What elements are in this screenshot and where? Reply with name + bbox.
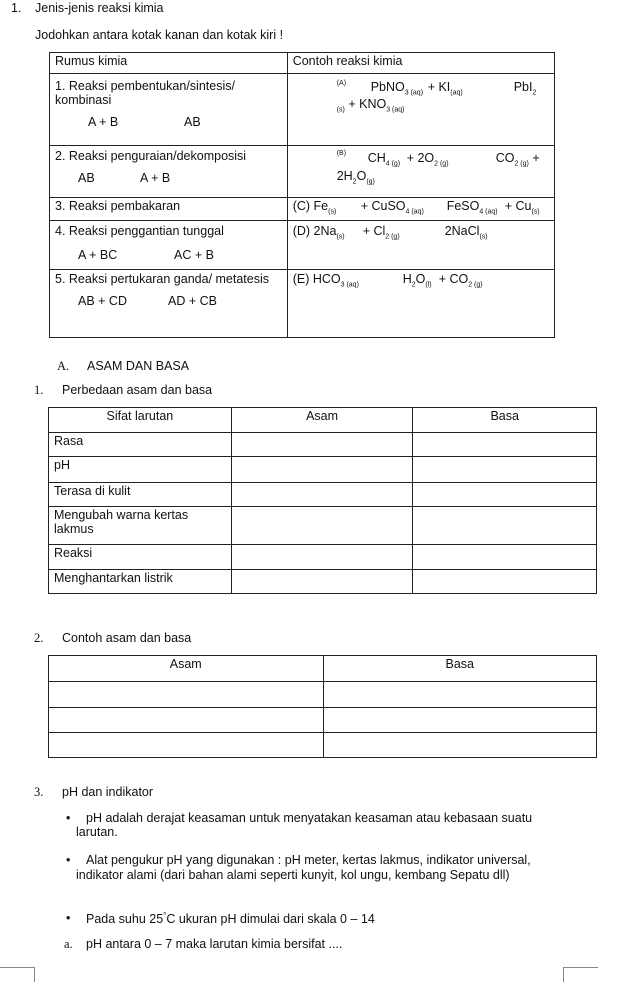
header-basa: Basa — [323, 656, 597, 682]
rule-formula-product: A + B — [140, 171, 171, 185]
rule-title: 1. Reaksi pembentukan/sintesis/ kombinasi — [55, 79, 235, 107]
example-term: (C) $Fe_{(s)}$ — [292, 199, 337, 216]
example-term: $_{(s)} + KNO_{3 (aq)}$ — [336, 97, 405, 114]
rule-formula-product: AC + B — [174, 248, 214, 262]
bullet-text: Pada suhu 25°C ukuran pH dimulai dari skala 0 – 14 — [86, 911, 375, 927]
example-term: (E) $HCO_{3 (aq)}$ — [292, 272, 359, 289]
q2-title: Contoh asam dan basa — [62, 631, 192, 645]
answer-cell[interactable] — [231, 457, 413, 483]
acid-base-properties-table — [48, 407, 597, 594]
property-label: Menghantarkan listrik — [49, 570, 232, 594]
example-term: $CO_{2 (g)}$ + — [495, 151, 540, 168]
rule-title: 2. Reaksi penguraian/dekomposisi — [55, 149, 247, 163]
instruction-text: Jodohkan antara kotak kanan dan kotak kiri ! — [35, 28, 284, 42]
answer-cell[interactable] — [231, 545, 413, 570]
example-term: $CH_{4 (g)}$ — [367, 151, 401, 168]
answer-cell[interactable] — [413, 570, 597, 594]
example-term: + $Cu_{(s)}$ — [504, 199, 540, 216]
page-corner-mark — [563, 967, 598, 982]
header-asam: Asam — [231, 408, 413, 433]
property-label: pH — [49, 457, 232, 483]
answer-cell[interactable] — [231, 433, 413, 457]
example-term: + $KI_{(aq)}$ — [427, 80, 463, 97]
section-a-title: ASAM DAN BASA — [87, 359, 190, 373]
rule-formula-reactant: AB — [78, 171, 95, 185]
property-label: Mengubah warna kertas lakmus — [49, 507, 232, 545]
section-a-label: A. — [57, 359, 70, 373]
answer-cell[interactable] — [413, 457, 597, 483]
item-a-label: a. — [64, 937, 73, 951]
reaction-matching-table — [49, 52, 555, 338]
example-cell-E — [287, 270, 554, 338]
answer-cell[interactable] — [413, 483, 597, 507]
header-contoh-reaksi: Contoh reaksi kimia — [287, 53, 554, 74]
example-term: + $CO_{2 (g)}$ — [438, 272, 483, 289]
answer-cell[interactable] — [323, 682, 597, 708]
section-number: 1. — [11, 1, 22, 15]
q3-title: pH dan indikator — [62, 785, 154, 799]
rule-formula-reactant: A + BC — [78, 248, 118, 262]
rule-cell-2 — [50, 146, 288, 198]
example-term: FeSO$_{4 (aq)}$ — [446, 199, 498, 216]
rule-formula-product: AB — [184, 115, 201, 129]
property-label: Rasa — [49, 433, 232, 457]
example-tag: (B) — [336, 150, 347, 157]
property-label: Reaksi — [49, 545, 232, 570]
example-cell-D — [287, 221, 554, 270]
answer-cell[interactable] — [49, 682, 324, 708]
q2-number: 2. — [34, 631, 44, 645]
rule-cell-4 — [50, 221, 288, 270]
answer-cell[interactable] — [231, 483, 413, 507]
page-corner-mark — [0, 967, 35, 982]
answer-cell[interactable] — [323, 733, 597, 758]
section-title: Jenis-jenis reaksi kimia — [35, 1, 164, 15]
example-term: $2H_2O_{(g)}$ — [336, 169, 375, 186]
answer-cell[interactable] — [413, 545, 597, 570]
rule-title: 5. Reaksi pertukaran ganda/ metatesis — [55, 272, 270, 286]
rule-title: 4. Reaksi penggantian tunggal — [55, 224, 224, 238]
example-term: + $2O_{2 (g)}$ — [406, 151, 449, 168]
answer-cell[interactable] — [49, 708, 324, 733]
acid-base-examples-table — [48, 655, 597, 758]
q1-number: 1. — [34, 383, 44, 397]
q1-title: Perbedaan asam dan basa — [62, 383, 213, 397]
answer-cell[interactable] — [231, 507, 413, 545]
bullet-icon: • — [66, 811, 71, 825]
rule-cell-3: 3. Reaksi pembakaran — [50, 198, 288, 221]
example-cell-B — [287, 146, 554, 198]
answer-cell[interactable] — [231, 570, 413, 594]
example-term: PbI$_2$ — [513, 80, 537, 97]
example-cell-A — [287, 74, 554, 146]
answer-cell[interactable] — [413, 433, 597, 457]
example-term: + CuSO$_{4 (aq)}$ — [360, 199, 424, 216]
header-basa: Basa — [413, 408, 597, 433]
example-cell-C — [287, 198, 554, 221]
example-term: + $Cl_{2 (g)}$ — [362, 224, 400, 241]
bullet-icon: • — [66, 911, 71, 925]
header-sifat-larutan: Sifat larutan — [49, 408, 232, 433]
answer-cell[interactable] — [49, 733, 324, 758]
rule-formula-reactant: A + B — [88, 115, 119, 129]
example-term: (D) $2Na_{(s)}$ — [292, 224, 345, 241]
answer-cell[interactable] — [413, 507, 597, 545]
answer-cell[interactable] — [323, 708, 597, 733]
example-term: PbNO$_{3 (aq)}$ — [370, 80, 424, 97]
header-asam: Asam — [49, 656, 324, 682]
bullet-text: pH adalah derajat keasaman untuk menyatakan keasaman atau kebasaan suatu larutan. — [76, 811, 533, 839]
example-tag: (A) — [336, 80, 347, 87]
item-a-text: pH antara 0 – 7 maka larutan kimia bersifat .... — [86, 937, 343, 951]
example-term: $H_2O_{(l)}$ — [402, 272, 432, 289]
rule-formula-product: AD + CB — [168, 294, 217, 308]
header-rumus-kimia: Rumus kimia — [50, 53, 288, 74]
bullet-icon: • — [66, 853, 71, 867]
q3-number: 3. — [34, 785, 44, 799]
rule-formula-reactant: AB + CD — [78, 294, 127, 308]
property-label: Terasa di kulit — [49, 483, 232, 507]
example-term: 2NaCl$_{(s)}$ — [444, 224, 488, 241]
rule-cell-1 — [50, 74, 288, 146]
rule-cell-5 — [50, 270, 288, 338]
bullet-text: Alat pengukur pH yang digunakan : pH meter, kertas lakmus, indikator universal, indikator alami (dari bahan alami seperti kunyit, kol ungu, kembang Sepatu dll) — [76, 853, 531, 882]
